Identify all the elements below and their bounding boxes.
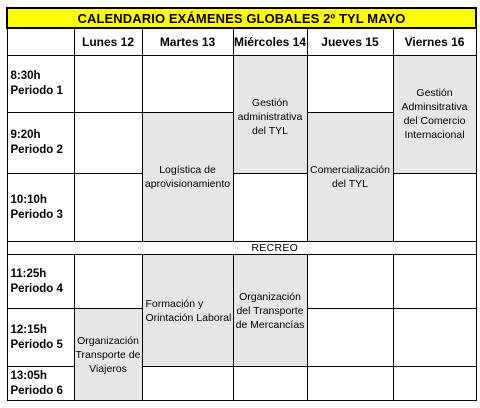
exam-gestion-tyl-label: Gestión administrativa del TYL bbox=[237, 97, 303, 137]
exam-fol-label: Formación y Orintación Laboral bbox=[145, 297, 232, 324]
day-header-tuesday: Martes 13 bbox=[142, 28, 233, 56]
cell-fri-p6 bbox=[393, 367, 476, 401]
exam-logistica bbox=[142, 113, 233, 242]
period-6-label bbox=[7, 367, 74, 401]
corner-cell bbox=[7, 28, 74, 56]
exam-org-mercancias-label: Organización del Transporte de Mercancías bbox=[235, 290, 305, 331]
period-2-label bbox=[7, 113, 74, 174]
period-5-name: Periodo 5 bbox=[10, 338, 63, 351]
cell-mon-p1 bbox=[74, 56, 142, 113]
cell-thu-p4 bbox=[307, 255, 393, 309]
exam-calendar-table bbox=[6, 7, 477, 401]
period-1-time: 8:30h bbox=[10, 70, 41, 82]
calendar-title: CALENDARIO EXÁMENES GLOBALES 2º TYL MAYO bbox=[7, 8, 476, 28]
exam-fol bbox=[142, 255, 233, 367]
break-row-label-left bbox=[7, 242, 74, 255]
period-3-name: Periodo 3 bbox=[10, 208, 63, 221]
cell-wed-p3 bbox=[233, 174, 307, 242]
period-5-time: 12:15h bbox=[10, 323, 47, 336]
day-header-thursday: Jueves 15 bbox=[307, 28, 393, 56]
day-header-monday: Lunes 12 bbox=[74, 28, 142, 56]
exam-gestion-ci-label: Gestión Adminsitrativa del Comercio Internacional bbox=[401, 87, 468, 141]
exam-comercializacion bbox=[307, 113, 393, 242]
period-4-label bbox=[7, 255, 74, 309]
cell-mon-p2 bbox=[74, 113, 142, 174]
break-label: RECREO bbox=[74, 242, 476, 255]
cell-fri-p3 bbox=[393, 174, 476, 242]
period-6-name: Periodo 6 bbox=[10, 384, 63, 397]
period-1-label bbox=[7, 56, 74, 113]
period-6-time: 13:05h bbox=[10, 369, 47, 382]
cell-wed-p6 bbox=[233, 367, 307, 401]
exam-gestion-tyl bbox=[233, 56, 307, 174]
exam-logistica-label: Logística de aprovisionamiento bbox=[144, 164, 231, 190]
cell-tue-p1 bbox=[142, 56, 233, 113]
period-3-label bbox=[7, 174, 74, 242]
exam-gestion-ci bbox=[393, 56, 476, 174]
cell-fri-p4 bbox=[393, 255, 476, 309]
exam-org-mercancias bbox=[233, 255, 307, 367]
period-4-name: Periodo 4 bbox=[10, 282, 63, 295]
cell-mon-p4 bbox=[74, 255, 142, 309]
exam-org-viajeros-label: Organización Transporte de Viajeros bbox=[75, 334, 141, 375]
period-4-time: 11:25h bbox=[10, 267, 47, 280]
cell-mon-p3 bbox=[74, 174, 142, 242]
exam-org-viajeros bbox=[74, 309, 142, 401]
period-5-label bbox=[7, 309, 74, 367]
cell-thu-p1 bbox=[307, 56, 393, 113]
period-2-time: 9:20h bbox=[10, 129, 41, 141]
period-3-time: 10:10h bbox=[10, 193, 47, 206]
period-2-name: Periodo 2 bbox=[10, 144, 63, 156]
day-header-friday: Viernes 16 bbox=[393, 28, 476, 56]
exam-comercializacion-label: Comercialización del TYL bbox=[310, 164, 390, 190]
day-header-wednesday: Miércoles 14 bbox=[233, 28, 307, 56]
cell-thu-p6 bbox=[307, 367, 393, 401]
period-1-name: Periodo 1 bbox=[10, 85, 63, 97]
cell-thu-p5 bbox=[307, 309, 393, 367]
cell-fri-p5 bbox=[393, 309, 476, 367]
cell-tue-p6 bbox=[142, 367, 233, 401]
